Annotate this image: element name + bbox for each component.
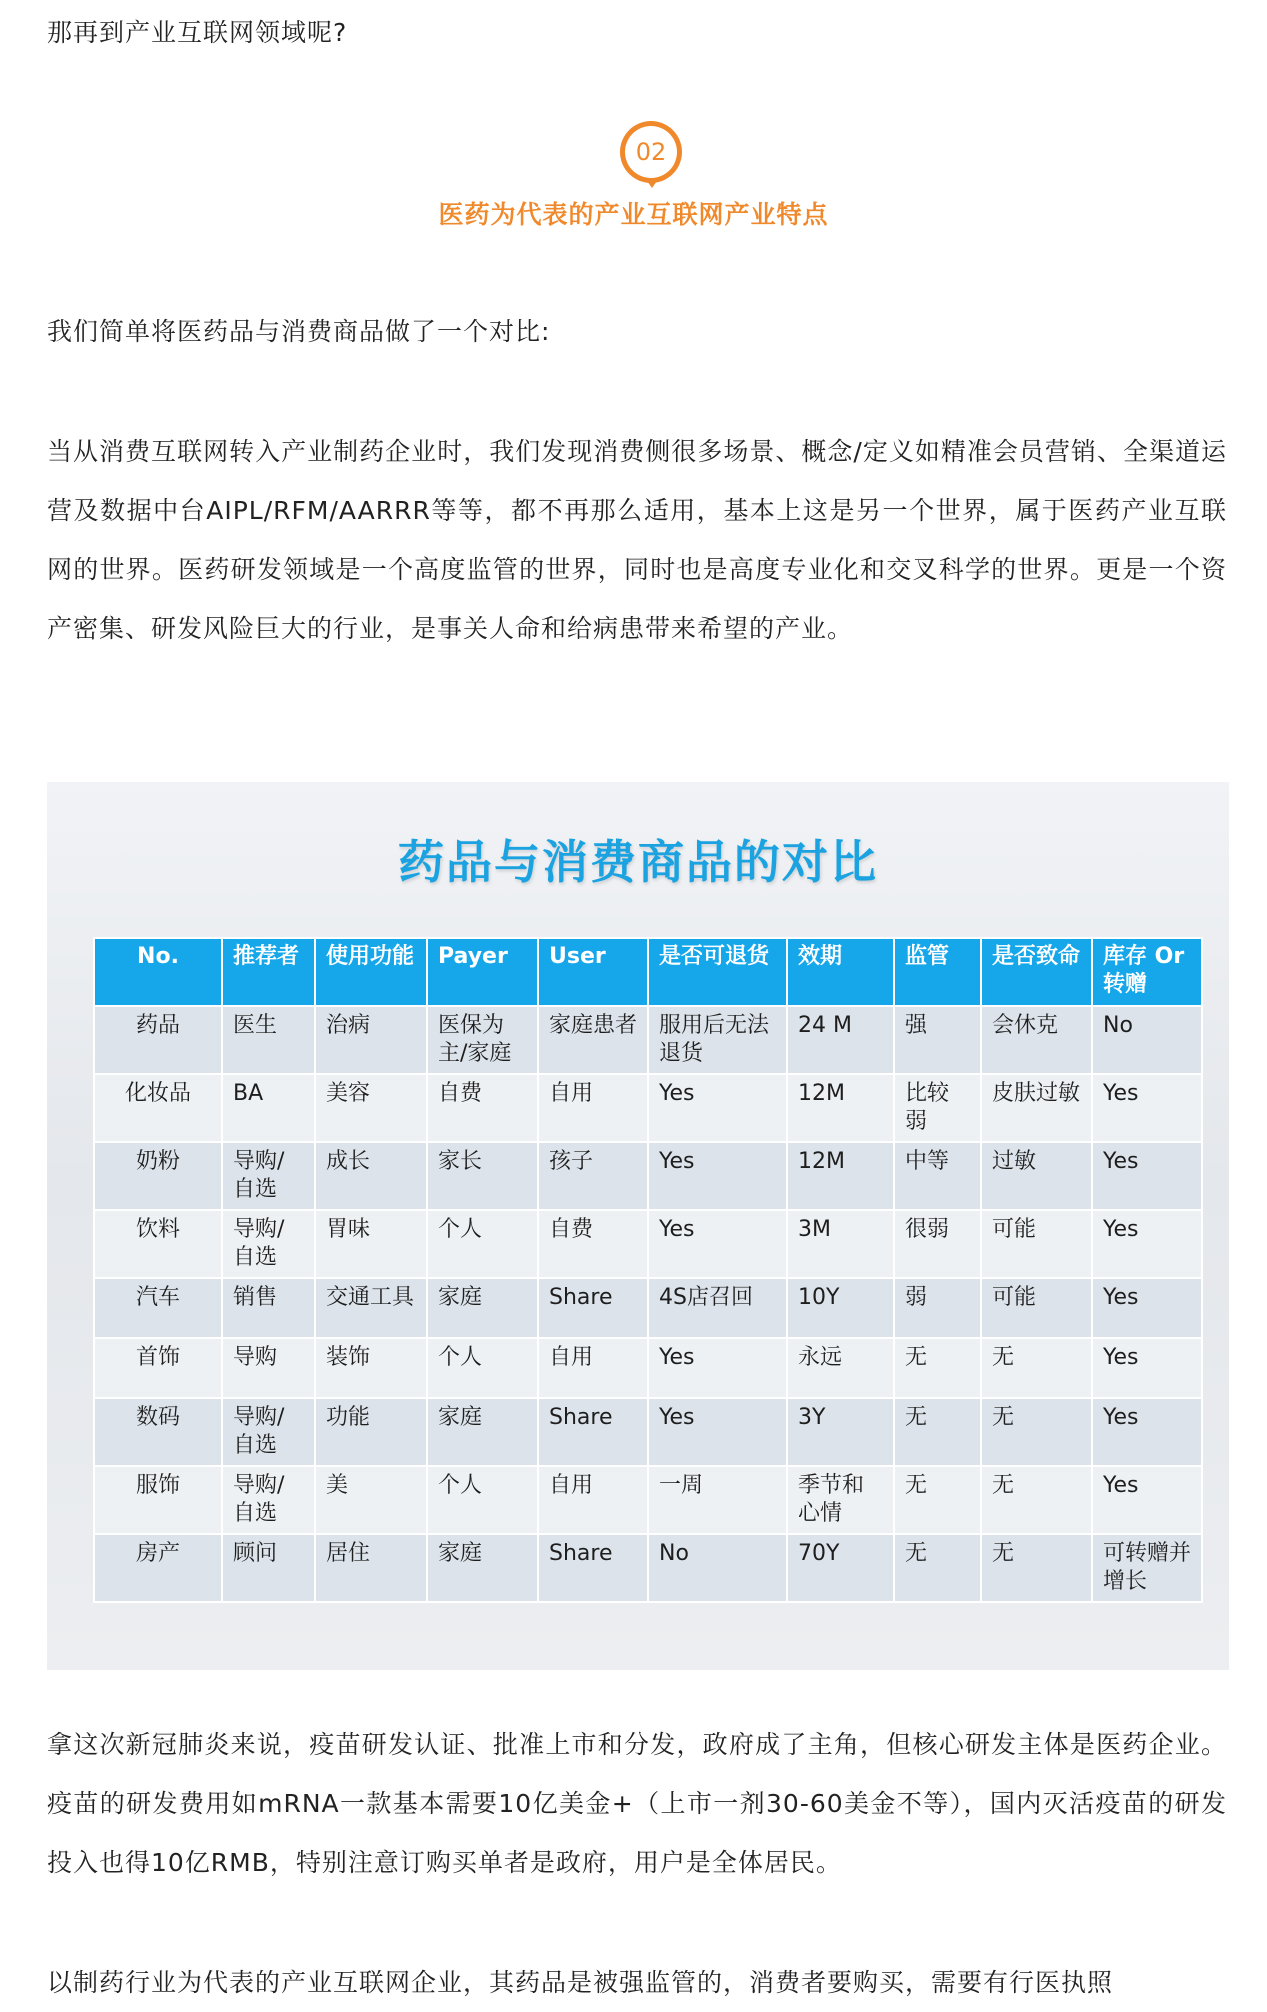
table-cell: 可能: [981, 1278, 1092, 1338]
table-cell: Yes: [648, 1210, 787, 1278]
table-cell: 自用: [538, 1074, 648, 1142]
table-cell: 无: [981, 1534, 1092, 1602]
table-cell: 一周: [648, 1466, 787, 1534]
table-cell: 导购/自选: [222, 1210, 315, 1278]
table-cell: 导购/自选: [222, 1466, 315, 1534]
table-cell: 家庭: [427, 1398, 538, 1466]
table-cell: 家庭患者: [538, 1006, 648, 1074]
table-cell: Yes: [648, 1142, 787, 1210]
table-cell: Yes: [648, 1074, 787, 1142]
table-cell: 美: [315, 1466, 427, 1534]
table-cell: Yes: [1092, 1074, 1202, 1142]
table-cell: 4S店召回: [648, 1278, 787, 1338]
table-header-cell: 使用功能: [315, 938, 427, 1006]
table-cell: 销售: [222, 1278, 315, 1338]
table-cell: 无: [894, 1534, 981, 1602]
comparison-slide-image: [47, 782, 1229, 1670]
table-cell: 家庭: [427, 1278, 538, 1338]
section-title: 医药为代表的产业互联网产业特点: [438, 200, 829, 229]
table-cell: 3Y: [787, 1398, 894, 1466]
intro-line: 那再到产业互联网领域呢?: [47, 18, 348, 47]
table-cell: 导购: [222, 1338, 315, 1398]
table-cell: Share: [538, 1534, 648, 1602]
table-cell: 房产: [94, 1534, 222, 1602]
table-cell: 永远: [787, 1338, 894, 1398]
table-cell: 饮料: [94, 1210, 222, 1278]
table-cell: 可转赠并增长: [1092, 1534, 1202, 1602]
table-cell: No: [1092, 1006, 1202, 1074]
table-cell: Yes: [1092, 1278, 1202, 1338]
table-cell: 比较弱: [894, 1074, 981, 1142]
table-cell: 家庭: [427, 1534, 538, 1602]
table-cell: 很弱: [894, 1210, 981, 1278]
table-cell: Share: [538, 1398, 648, 1466]
table-cell: 强: [894, 1006, 981, 1074]
table-cell: 弱: [894, 1278, 981, 1338]
table-header-cell: 监管: [894, 938, 981, 1006]
table-cell: Yes: [648, 1338, 787, 1398]
table-cell: 数码: [94, 1398, 222, 1466]
table-cell: Share: [538, 1278, 648, 1338]
table-row: [94, 1466, 1202, 1534]
paragraph-pharma-regulation: 以制药行业为代表的产业互联网企业，其药品是被强监管的，消费者要购买，需要有行医执照: [47, 1968, 1114, 1997]
table-cell: 3M: [787, 1210, 894, 1278]
paragraph-covid-vaccine: 拿这次新冠肺炎来说，疫苗研发认证、批准上市和分发，政府成了主角，但核心研发主体是医药企业。疫苗的研发费用如mRNA一款基本需要10亿美金+（上市一剂30-60美金不等），国内灭活疫苗的研发投入也得10亿RMB，特别注意订购买单者是政府，用户是全体居民。: [47, 1730, 1227, 1877]
table-cell: 无: [981, 1466, 1092, 1534]
table-cell: 24 M: [787, 1006, 894, 1074]
table-cell: 个人: [427, 1466, 538, 1534]
paragraph-industry-world: 当从消费互联网转入产业制药企业时，我们发现消费侧很多场景、概念/定义如精准会员营销、全渠道运营及数据中台AIPL/RFM/AARRR等等，都不再那么适用，基本上这是另一个世界，属于医药产业互联网的世界。医药研发领域是一个高度监管的世界，同时也是高度专业化和交叉科学的世界。更是一个资产密集、研发风险巨大的行业，是事关人命和给病患带来希望的产业。: [47, 437, 1227, 643]
paragraph-comparison-intro: 我们简单将医药品与消费商品做了一个对比:: [47, 317, 551, 346]
table-cell: 装饰: [315, 1338, 427, 1398]
table-cell: Yes: [1092, 1338, 1202, 1398]
table-cell: 过敏: [981, 1142, 1092, 1210]
table-cell: 成长: [315, 1142, 427, 1210]
table-cell: 医保为主/家庭: [427, 1006, 538, 1074]
table-cell: 季节和心情: [787, 1466, 894, 1534]
table-cell: 无: [894, 1466, 981, 1534]
table-cell: 药品: [94, 1006, 222, 1074]
table-header-cell: Payer: [427, 938, 538, 1006]
table-cell: BA: [222, 1074, 315, 1142]
table-header-cell: No.: [94, 938, 222, 1006]
table-row: [94, 1398, 1202, 1466]
table-row: [94, 1074, 1202, 1142]
table-cell: 自用: [538, 1338, 648, 1398]
table-cell: 70Y: [787, 1534, 894, 1602]
table-cell: 居住: [315, 1534, 427, 1602]
table-row: [94, 1142, 1202, 1210]
table-cell: 自费: [538, 1210, 648, 1278]
table-cell: 胃味: [315, 1210, 427, 1278]
table-cell: 个人: [427, 1210, 538, 1278]
table-cell: 导购/自选: [222, 1142, 315, 1210]
table-cell: Yes: [1092, 1466, 1202, 1534]
table-row: [94, 1210, 1202, 1278]
table-cell: 美容: [315, 1074, 427, 1142]
table-cell: 化妆品: [94, 1074, 222, 1142]
table-row: [94, 1338, 1202, 1398]
table-cell: 12M: [787, 1074, 894, 1142]
table-header-row: [94, 938, 1202, 1006]
table-cell: 个人: [427, 1338, 538, 1398]
table-cell: 中等: [894, 1142, 981, 1210]
table-header-cell: 推荐者: [222, 938, 315, 1006]
table-cell: 无: [981, 1398, 1092, 1466]
table-cell: 医生: [222, 1006, 315, 1074]
table-cell: 汽车: [94, 1278, 222, 1338]
table-header-cell: 库存 Or 转赠: [1092, 938, 1202, 1006]
table-row: [94, 1278, 1202, 1338]
table-cell: 会休克: [981, 1006, 1092, 1074]
table-cell: 自用: [538, 1466, 648, 1534]
slide-title: 药品与消费商品的对比: [398, 835, 878, 889]
table-cell: Yes: [1092, 1398, 1202, 1466]
table-cell: 功能: [315, 1398, 427, 1466]
badge-pointer-icon: [645, 178, 659, 188]
table-cell: 无: [981, 1338, 1092, 1398]
table-cell: 无: [894, 1338, 981, 1398]
table-cell: 孩子: [538, 1142, 648, 1210]
table-cell: 无: [894, 1398, 981, 1466]
table-row: [94, 1006, 1202, 1074]
table-header-cell: 是否可退货: [648, 938, 787, 1006]
table-header-cell: 效期: [787, 938, 894, 1006]
table-cell: No: [648, 1534, 787, 1602]
table-cell: 自费: [427, 1074, 538, 1142]
table-cell: 12M: [787, 1142, 894, 1210]
section-number-badge: [620, 121, 682, 183]
table-cell: 奶粉: [94, 1142, 222, 1210]
table-cell: 服饰: [94, 1466, 222, 1534]
table-cell: 皮肤过敏: [981, 1074, 1092, 1142]
table-cell: Yes: [648, 1398, 787, 1466]
table-cell: 服用后无法退货: [648, 1006, 787, 1074]
table-cell: Yes: [1092, 1210, 1202, 1278]
table-cell: 家长: [427, 1142, 538, 1210]
table-cell: 交通工具: [315, 1278, 427, 1338]
table-cell: 首饰: [94, 1338, 222, 1398]
comparison-table: [93, 937, 1203, 1603]
table-cell: 治病: [315, 1006, 427, 1074]
table-cell: 可能: [981, 1210, 1092, 1278]
table-cell: Yes: [1092, 1142, 1202, 1210]
section-number: 02: [625, 126, 677, 178]
table-row: [94, 1534, 1202, 1602]
table-cell: 导购/自选: [222, 1398, 315, 1466]
table-header-cell: 是否致命: [981, 938, 1092, 1006]
table-header-cell: User: [538, 938, 648, 1006]
table-cell: 顾问: [222, 1534, 315, 1602]
table-cell: 10Y: [787, 1278, 894, 1338]
